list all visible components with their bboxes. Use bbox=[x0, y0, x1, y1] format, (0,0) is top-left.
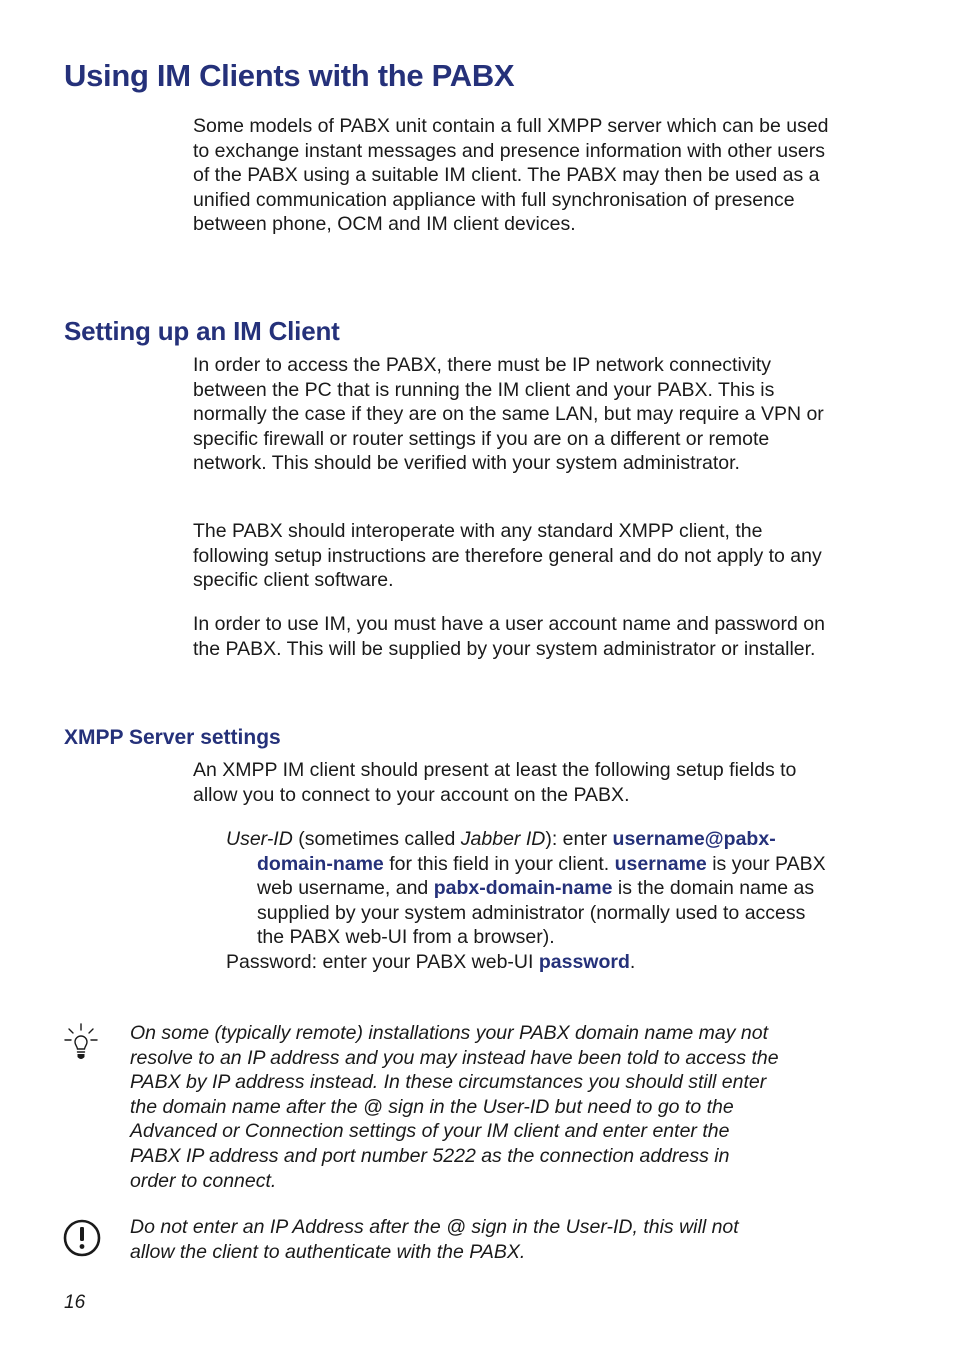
exclamation-icon bbox=[62, 1218, 102, 1258]
domain-term: pabx-domain-name bbox=[433, 877, 613, 900]
userid-text-1: (sometimes called bbox=[292, 828, 461, 850]
userid-value: username@pabx-domain-name bbox=[257, 828, 776, 875]
userid-text-3: for this field in your client. bbox=[383, 852, 615, 875]
tip-note: On some (typically remote) installations your PABX domain name may not resolve to an IP address and you may instead have been told to access the PABX by IP address instead. In these circumstances you should still enter the domain name after the @ sign in the User-ID but need to go to the Advanced or Connection settings of your IM client and enter enter the PABX IP address and port number 5222 as the connection address in order to connect. bbox=[130, 1022, 779, 1192]
password-term: password bbox=[538, 950, 630, 973]
setup-paragraph-1: In order to access the PABX, there must be IP network connectivity between the PC that is running the IM client and your PABX. This is normally the case if they are on the same LAN, but may require a VPN or specific firewall or router settings if you are on a different or remote network. This should be verified with your system administrator. bbox=[193, 354, 824, 475]
password-field-description bbox=[226, 950, 836, 975]
username-term: username bbox=[614, 852, 707, 875]
page-title: Using IM Clients with the PABX bbox=[64, 58, 515, 93]
intro-paragraph: Some models of PABX unit contain a full XMPP server which can be used to exchange instant messages and presence information with other users of the PABX using a suitable IM client. The PABX may then be used as a unified communication appliance with full synchronisation of presence between phone, OCM and IM client devices. bbox=[193, 115, 829, 236]
setup-paragraph-2: The PABX should interoperate with any standard XMPP client, the following setup instructions are therefore general and do not apply to any specific client software. bbox=[193, 520, 822, 592]
userid-label: User-ID bbox=[226, 828, 293, 850]
userid-text-5: is the domain name as supplied by your system administrator (normally used to access the PABX web-UI from a browser). bbox=[257, 877, 815, 949]
warning-note: Do not enter an IP Address after the @ sign in the User-ID, this will not allow the client to authenticate with the PABX. bbox=[130, 1216, 739, 1263]
subsection-heading-xmpp: XMPP Server settings bbox=[64, 726, 281, 749]
userid-text-4: is your PABX web username, and bbox=[257, 852, 826, 900]
userid-field-description bbox=[226, 827, 836, 950]
jabber-id-label: Jabber ID bbox=[460, 828, 546, 850]
settings-field-list bbox=[226, 827, 836, 975]
lightbulb-icon bbox=[62, 1022, 100, 1062]
page-number: 16 bbox=[64, 1292, 86, 1313]
section-heading-setup: Setting up an IM Client bbox=[64, 316, 340, 346]
setup-paragraph-3: In order to use IM, you must have a user account name and password on the PABX. This will be supplied by your system administrator or installer. bbox=[193, 613, 825, 660]
password-text-1: Password: enter your PABX web-UI bbox=[226, 950, 539, 973]
xmpp-intro-paragraph: An XMPP IM client should present at least the following setup fields to allow you to connect to your account on the PABX. bbox=[193, 759, 797, 806]
password-text-2: . bbox=[629, 950, 636, 973]
userid-text-2: ): enter bbox=[545, 828, 613, 850]
